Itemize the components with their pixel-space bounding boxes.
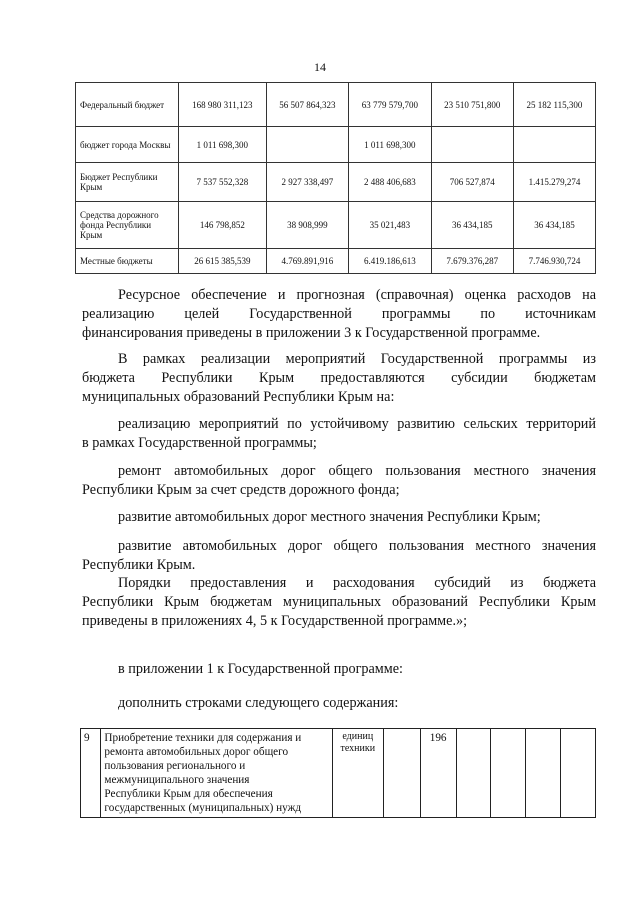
text-line: бюджета Республики Крым предоставляются субсидии бюджетам — [82, 370, 596, 386]
text-line: Республики Крым бюджетам муниципальных образований Республики Крым — [82, 594, 596, 610]
row-label: Средства дорожного фонда Республики Крым — [76, 202, 179, 249]
paragraph-road-repair — [82, 462, 596, 500]
text-line: в рамках Государственной программы; — [82, 435, 317, 451]
text-line: ремонта автомобильных дорог общего — [104, 746, 289, 758]
paragraph-add-rows — [82, 694, 596, 713]
text-line: реализацию мероприятий по устойчивому развитию сельских территорий — [118, 416, 596, 432]
empty-cell — [456, 729, 491, 818]
table-cell — [266, 127, 348, 163]
table-cell: 7.746.930,724 — [513, 249, 595, 274]
table-cell: 63 779 579,700 — [349, 83, 431, 127]
unit-of-measure — [332, 729, 383, 818]
text-line: ремонт автомобильных дорог общего пользования местного значения — [118, 463, 596, 479]
table-cell: 1.415.279,274 — [513, 163, 595, 202]
text-line: Республики Крым. — [82, 557, 196, 573]
table-row — [76, 83, 596, 127]
paragraph-appendix-1 — [82, 660, 596, 679]
page-number: 14 — [314, 60, 326, 74]
empty-cell — [383, 729, 420, 818]
table-cell: 168 980 311,123 — [179, 83, 267, 127]
text-line: техники — [340, 743, 376, 754]
text-line: единиц — [342, 731, 374, 742]
measure-name — [101, 729, 332, 818]
text-line: реализацию целей Государственной программы по источникам — [82, 306, 596, 322]
table-row — [76, 202, 596, 249]
text-line: дополнить строками следующего содержания: — [118, 695, 399, 711]
table-cell — [431, 127, 513, 163]
value-cell: 196 — [420, 729, 456, 818]
text-line: Приобретение техники для содержания и — [104, 732, 302, 744]
text-line: Республики Крым за счет средств дорожного фонда; — [82, 482, 400, 498]
text-line: Республики Крым для обеспечения — [104, 788, 273, 800]
row-number: 9 — [81, 729, 101, 818]
table-cell: 26 615 385,539 — [179, 249, 267, 274]
row-label: Местные бюджеты — [76, 249, 179, 274]
table-cell: 56 507 864,323 — [266, 83, 348, 127]
text-line: финансирования приведены в приложении 3 к Государственной программе. — [82, 325, 541, 341]
table-cell: 2 488 406,683 — [349, 163, 431, 202]
table-cell: 6.419.186,613 — [349, 249, 431, 274]
table-cell — [513, 127, 595, 163]
table-cell: 2 927 338,497 — [266, 163, 348, 202]
table-cell: 1 011 698,300 — [349, 127, 431, 163]
table-cell: 36 434,185 — [513, 202, 595, 249]
table-cell: 35 021,483 — [349, 202, 431, 249]
empty-cell — [526, 729, 561, 818]
table-row — [76, 127, 596, 163]
table-cell: 38 908,999 — [266, 202, 348, 249]
paragraph-public-road-development — [82, 537, 596, 575]
row-label: бюджет города Москвы — [76, 127, 179, 163]
text-line: приведены в приложениях 4, 5 к Государственной программе.»; — [82, 613, 468, 629]
paragraph-rural-development — [82, 415, 596, 453]
text-line: Ресурсное обеспечение и прогнозная (справочная) оценка расходов на — [118, 287, 596, 303]
text-line: государственных (муниципальных) нужд — [104, 802, 302, 814]
table-cell: 23 510 751,800 — [431, 83, 513, 127]
table-row — [76, 249, 596, 274]
paragraph-subsidies-intro — [82, 350, 596, 407]
table-cell: 4.769.891,916 — [266, 249, 348, 274]
table-cell: 146 798,852 — [179, 202, 267, 249]
finance-table — [75, 82, 596, 274]
row-label: Федеральный бюджет — [76, 83, 179, 127]
table-row — [76, 163, 596, 202]
text-line: межмуниципального значения — [104, 774, 250, 786]
empty-cell — [491, 729, 526, 818]
table-cell: 7 537 552,328 — [179, 163, 267, 202]
table-cell: 36 434,185 — [431, 202, 513, 249]
text-line: в приложении 1 к Государственной программе: — [118, 661, 403, 677]
text-line: пользования регионального и — [104, 760, 246, 772]
table-cell: 1 011 698,300 — [179, 127, 267, 163]
paragraph-road-development — [82, 508, 596, 527]
empty-cell — [561, 729, 596, 818]
paragraph-resource-provision — [82, 286, 596, 343]
table-cell: 7.679.376,287 — [431, 249, 513, 274]
text-line: В рамках реализации мероприятий Государственной программы из — [118, 351, 596, 367]
table-cell: 706 527,874 — [431, 163, 513, 202]
text-line: развитие автомобильных дорог общего пользования местного значения — [118, 538, 596, 554]
added-rows-table — [80, 728, 596, 818]
text-line: Порядки предоставления и расходования субсидий из бюджета — [118, 575, 596, 591]
table-cell: 25 182 115,300 — [513, 83, 595, 127]
table-row — [81, 729, 596, 818]
row-label: Бюджет Республики Крым — [76, 163, 179, 202]
text-line: муниципальных образований Республики Крым на: — [82, 389, 395, 405]
text-line: развитие автомобильных дорог местного значения Республики Крым; — [118, 509, 541, 525]
paragraph-subsidy-procedures — [82, 574, 596, 631]
